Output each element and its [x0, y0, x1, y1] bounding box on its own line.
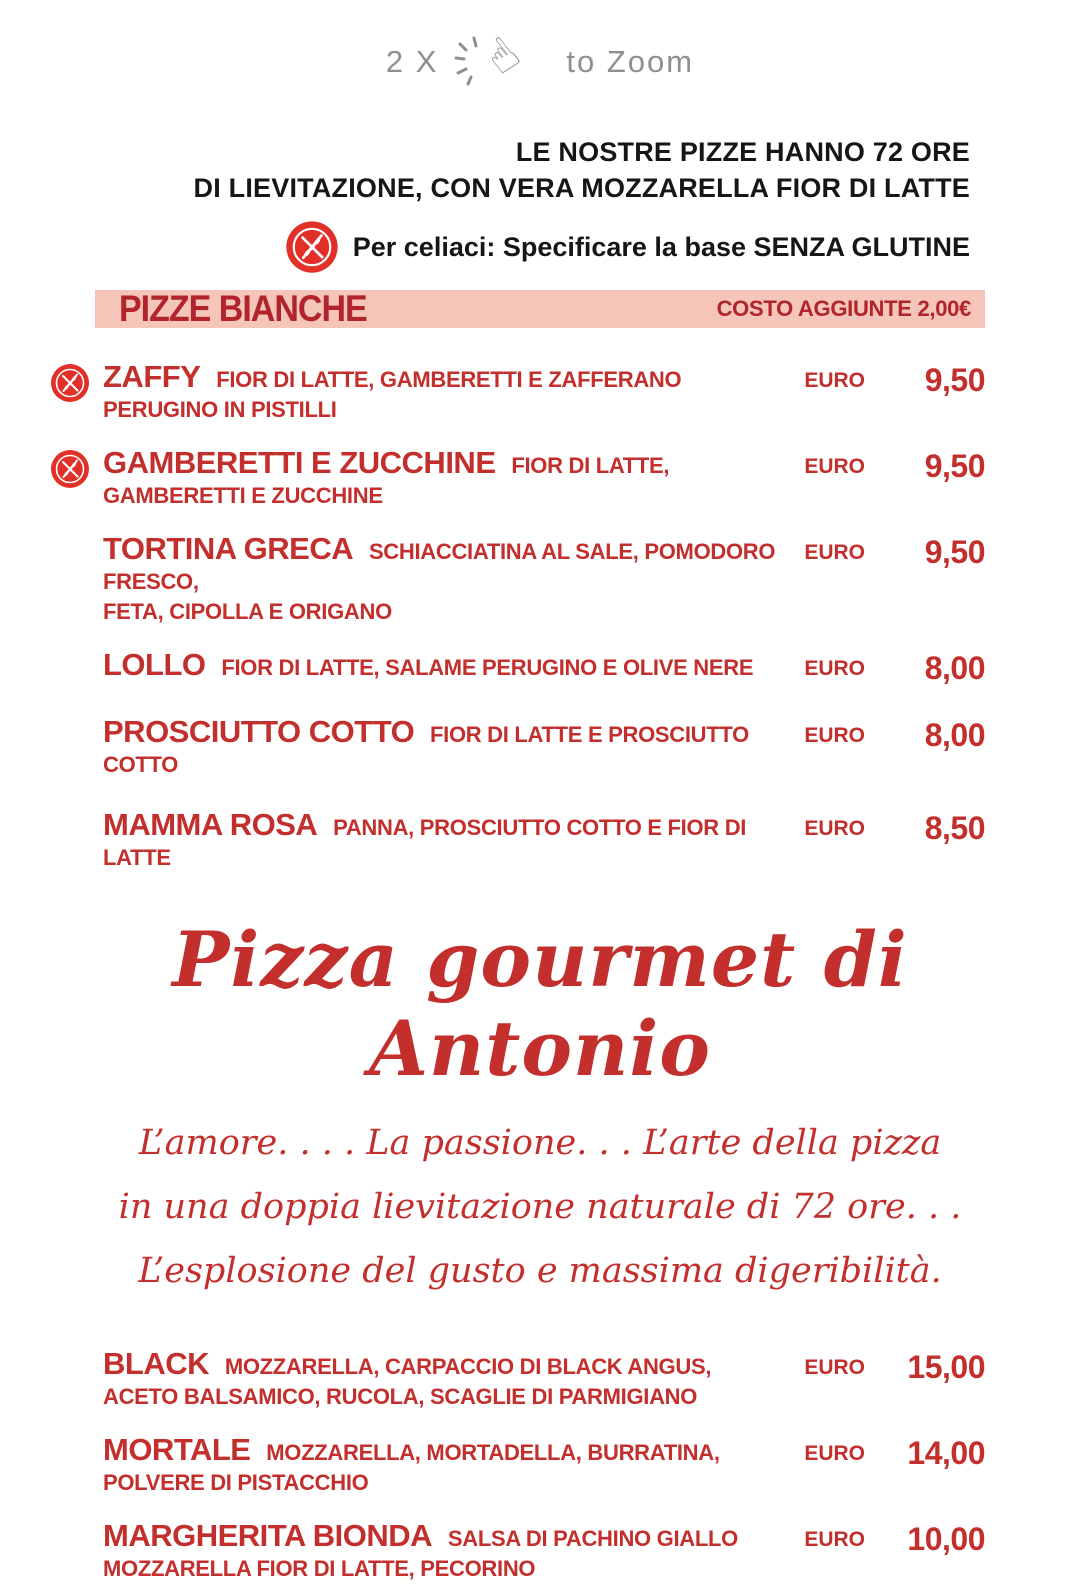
- item-description: SALSA DI PACHINO GIALLO: [447, 1526, 738, 1551]
- item-price: 9,50: [924, 534, 985, 570]
- currency-label: EURO: [804, 1528, 865, 1551]
- celiac-note-text: Per celiaci: Specificare la base SENZA GLUTINE: [352, 231, 970, 262]
- menu-item-mortale: [103, 1432, 985, 1498]
- pizze-bianche-list: [103, 359, 985, 873]
- intro-line-2: DI LIEVITAZIONE, CON VERA MOZZARELLA FIOR DI LATTE: [193, 173, 970, 203]
- section-surcharge-note: COSTO AGGIUNTE 2,00€: [716, 296, 971, 321]
- item-description: FIOR DI LATTE, SALAME PERUGINO E OLIVE NERE: [221, 655, 754, 680]
- section-banner-pizze-bianche: [95, 287, 985, 329]
- item-name: MARGHERITA BIONDA: [103, 1518, 433, 1553]
- item-name: MAMMA ROSA: [103, 807, 318, 842]
- gourmet-tagline-1: L’amore. . . . La passione. . . L’arte della pizza: [138, 1123, 942, 1163]
- item-name: GAMBERETTI E ZUCCHINE: [103, 445, 496, 480]
- gluten-free-icon: [285, 220, 339, 274]
- menu-item-mamma-rosa: [103, 807, 985, 873]
- item-description: MOZZARELLA, MORTADELLA, BURRATINA,: [266, 1440, 720, 1465]
- gourmet-tagline-3: L’esplosione del gusto e massima digeribilità.: [138, 1251, 942, 1291]
- gourmet-tagline-2: in una doppia lievitazione naturale di 72 ore. . .: [118, 1187, 962, 1227]
- item-description-line2: MOZZARELLA FIOR DI LATTE, PECORINO: [103, 1556, 536, 1581]
- menu-item-tortina-greca: [103, 531, 985, 627]
- currency-label: EURO: [804, 541, 865, 564]
- section-title: PIZZE BIANCHE: [119, 287, 367, 329]
- item-description: MOZZARELLA, CARPACCIO DI BLACK ANGUS,: [224, 1354, 712, 1379]
- item-description-line2: FETA, CIPOLLA E ORIGANO: [103, 599, 392, 624]
- gourmet-list: [103, 1346, 985, 1584]
- currency-label: EURO: [804, 1356, 865, 1379]
- item-description: FIOR DI LATTE E PROSCIUTTO COTTO: [103, 722, 749, 777]
- item-price: 8,00: [924, 717, 985, 753]
- item-price: 8,00: [924, 650, 985, 686]
- item-description: FIOR DI LATTE, GAMBERETTI E ZAFFERANO: [216, 367, 682, 392]
- item-description-line2: GAMBERETTI E ZUCCHINE: [103, 483, 383, 508]
- menu-item-margherita-bionda: [103, 1518, 985, 1584]
- pointing-hand-icon: ☝: [474, 24, 532, 86]
- menu-item-black: [103, 1346, 985, 1412]
- menu-item-prosciutto-cotto: [103, 714, 985, 780]
- item-description-line2: POLVERE DI PISTACCHIO: [103, 1470, 369, 1495]
- gluten-free-icon: [50, 449, 90, 489]
- gourmet-section-title: Pizza gourmet di Antonio: [172, 915, 908, 1093]
- currency-label: EURO: [804, 817, 865, 840]
- item-price: 9,50: [924, 448, 985, 484]
- item-name: MORTALE: [103, 1432, 251, 1467]
- gourmet-taglines: [0, 1111, 1080, 1303]
- item-name: TORTINA GRECA: [103, 531, 354, 566]
- item-name: BLACK: [103, 1346, 209, 1381]
- item-description-line2: PERUGINO IN PISTILLI: [103, 397, 337, 422]
- currency-label: EURO: [804, 455, 865, 478]
- item-price: 8,50: [924, 810, 985, 846]
- item-name: LOLLO: [103, 647, 206, 682]
- item-price: 14,00: [907, 1435, 985, 1471]
- tap-to-zoom-icon: [454, 24, 550, 94]
- item-description: PANNA, PROSCIUTTO COTTO E FIOR DI LATTE: [103, 815, 747, 870]
- zoom-hint-prefix: 2 X: [385, 44, 439, 79]
- currency-label: EURO: [804, 369, 865, 392]
- celiac-note-row: [0, 220, 1080, 274]
- menu-item-gamberetti-e-zucchine: [103, 445, 985, 511]
- menu-item-lollo: [103, 647, 985, 687]
- currency-label: EURO: [804, 1442, 865, 1465]
- item-price: 10,00: [907, 1521, 985, 1557]
- zoom-hint: [0, 24, 1080, 94]
- currency-label: EURO: [804, 657, 865, 680]
- item-description: FIOR DI LATTE,: [511, 453, 670, 478]
- item-description-line2: ACETO BALSAMICO, RUCOLA, SCAGLIE DI PARMIGIANO: [103, 1384, 698, 1409]
- item-name: ZAFFY: [103, 359, 201, 394]
- item-price: 15,00: [907, 1349, 985, 1385]
- menu-page[interactable]: [0, 24, 1080, 1581]
- currency-label: EURO: [804, 724, 865, 747]
- menu-item-zaffy: [103, 359, 985, 425]
- item-price: 9,50: [924, 362, 985, 398]
- intro-line-1: LE NOSTRE PIZZE HANNO 72 ORE: [515, 137, 970, 167]
- intro-header: [0, 134, 1080, 206]
- zoom-hint-suffix: to Zoom: [566, 44, 695, 79]
- item-description: SCHIACCIATINA AL SALE, POMODORO FRESCO,: [103, 539, 776, 594]
- item-name: PROSCIUTTO COTTO: [103, 714, 415, 749]
- gluten-free-icon: [50, 363, 90, 403]
